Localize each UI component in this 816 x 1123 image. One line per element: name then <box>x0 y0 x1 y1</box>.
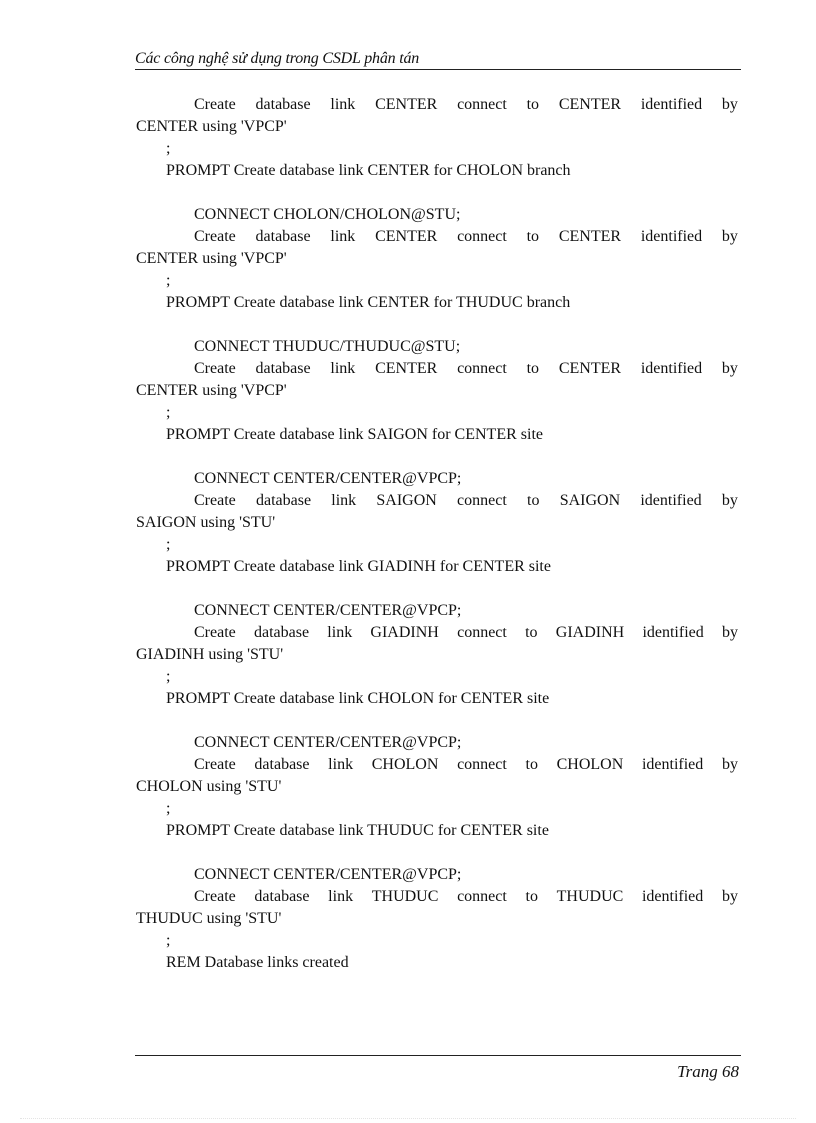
prompt-line: PROMPT Create database link CHOLON for CENTER site <box>166 690 550 707</box>
blank-line <box>136 578 738 600</box>
create-link-line: Create database link THUDUC connect to THUDUC identified by <box>194 888 738 905</box>
statement-terminator: ; <box>166 536 171 553</box>
blank-line <box>136 182 738 204</box>
statement-terminator: ; <box>166 932 171 949</box>
prompt-line: PROMPT Create database link CENTER for THUDUC branch <box>166 294 571 311</box>
create-link-continuation: SAIGON using 'STU' <box>136 514 276 531</box>
blank-line <box>136 314 738 336</box>
connect-line: CONNECT CENTER/CENTER@VPCP; <box>194 602 462 619</box>
prompt-line: PROMPT Create database link CENTER for CHOLON branch <box>166 162 571 179</box>
rem-line: REM Database links created <box>166 954 349 971</box>
connect-line: CONNECT THUDUC/THUDUC@STU; <box>194 338 461 355</box>
create-link-line: Create database link SAIGON connect to SAIGON identified by <box>194 492 738 509</box>
create-link-continuation: CHOLON using 'STU' <box>136 778 282 795</box>
statement-terminator: ; <box>166 404 171 421</box>
create-link-line: Create database link CENTER connect to CENTER identified by <box>194 96 738 113</box>
prompt-line: PROMPT Create database link THUDUC for CENTER site <box>166 822 549 839</box>
create-link-line: Create database link GIADINH connect to GIADINH identified by <box>194 624 738 641</box>
create-link-continuation: CENTER using 'VPCP' <box>136 250 287 267</box>
create-link-line: Create database link CHOLON connect to CHOLON identified by <box>194 756 738 773</box>
create-link-continuation: THUDUC using 'STU' <box>136 910 282 927</box>
statement-terminator: ; <box>166 800 171 817</box>
statement-terminator: ; <box>166 140 171 157</box>
connect-line: CONNECT CENTER/CENTER@VPCP; <box>194 734 462 751</box>
blank-line <box>136 842 738 864</box>
page-number: Trang 68 <box>677 1062 739 1081</box>
prompt-line: PROMPT Create database link GIADINH for CENTER site <box>166 558 551 575</box>
connect-line: CONNECT CENTER/CENTER@VPCP; <box>194 866 462 883</box>
create-link-continuation: CENTER using 'VPCP' <box>136 382 287 399</box>
connect-line: CONNECT CHOLON/CHOLON@STU; <box>194 206 461 223</box>
statement-terminator: ; <box>166 272 171 289</box>
prompt-line: PROMPT Create database link SAIGON for CENTER site <box>166 426 543 443</box>
page-header: Các công nghệ sử dụng trong CSDL phân tán <box>135 49 741 70</box>
blank-line <box>136 446 738 468</box>
page-bottom-edge <box>20 1118 796 1119</box>
create-link-line: Create database link CENTER connect to CENTER identified by <box>194 360 738 377</box>
statement-terminator: ; <box>166 668 171 685</box>
create-link-continuation: GIADINH using 'STU' <box>136 646 284 663</box>
code-listing <box>136 94 738 974</box>
connect-line: CONNECT CENTER/CENTER@VPCP; <box>194 470 462 487</box>
footer-divider <box>135 1055 741 1056</box>
create-link-line: Create database link CENTER connect to CENTER identified by <box>194 228 738 245</box>
create-link-continuation: CENTER using 'VPCP' <box>136 118 287 135</box>
blank-line <box>136 710 738 732</box>
